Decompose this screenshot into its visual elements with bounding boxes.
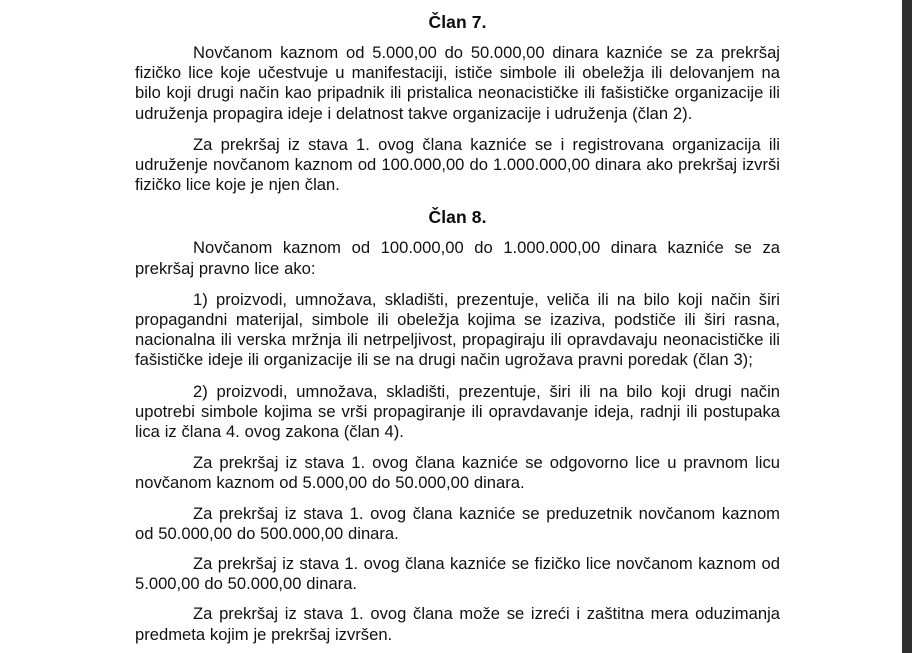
- spacer-clan8-p3-p4: [135, 494, 780, 504]
- spacer-after-heading-7: [135, 32, 780, 43]
- paragraph-clan7-1: Novčanom kaznom od 5.000,00 do 50.000,00 dinara kazniće se za prekršaj fizičko lice koje učestvuje u manifestaciji, ističe simbole ili obeležja ili delovanjem na bilo koji drugi način kao pripadnik ili pristalica neonacističke ili fašističke organizacije ili udruženja propagira ideje i delatnost takve organizacije i udruženja (član 2).: [135, 43, 780, 123]
- paragraph-clan8-intro: Novčanom kaznom od 100.000,00 do 1.000.000,00 dinara kazniće se za prekršaj pravno lice ako:: [135, 238, 780, 278]
- spacer-clan8-p5-p6: [135, 594, 780, 604]
- spacer-after-heading-8: [135, 227, 780, 238]
- spacer-clan8-intro-item1: [135, 279, 780, 290]
- spacer-clan8-p4-p5: [135, 544, 780, 554]
- paragraph-clan7-2: Za prekršaj iz stava 1. ovog člana kazniće se i registrovana organizacija ili udruženje novčanom kaznom od 100.000,00 do 1.000.000,00 dinara ako prekršaj izvrši fizičko lice koje je njen član.: [135, 134, 780, 195]
- scan-edge-artifact: [902, 0, 912, 653]
- spacer-before-heading-8: [135, 195, 780, 207]
- spacer-clan7-p1-p2: [135, 124, 780, 135]
- list-item-clan8-2: 2) proizvodi, umnožava, skladišti, prezentuje, širi ili na bilo koji drugi način upotrebi simbole kojima se vrši propagiranje ili opravdavanje ideja, radnji ili postupaka lica iz člana 4. ovog zakona (član 4).: [135, 381, 780, 442]
- document-page: [135, 0, 780, 653]
- spacer-clan8-item1-item2: [135, 371, 780, 382]
- paragraph-clan8-odgovorno-lice: Za prekršaj iz stava 1. ovog člana kazniće se odgovorno lice u pravnom licu novčanom kaznom od 5.000,00 do 50.000,00 dinara.: [135, 453, 780, 493]
- spacer-top: [135, 0, 780, 12]
- article-heading-clan-8: Član 8.: [428, 207, 487, 228]
- paragraph-clan8-preduzetnik: Za prekršaj iz stava 1. ovog člana kazniće se preduzetnik novčanom kaznom od 50.000,00 do 500.000,00 dinara.: [135, 503, 780, 543]
- spacer-clan8-item2-p3: [135, 442, 780, 453]
- list-item-clan8-1: 1) proizvodi, umnožava, skladišti, prezentuje, veliča ili na bilo koji način širi propagandni materijal, simbole ili obeležja kojima se izaziva, podstiče ili širi rasna, nacionalna ili verska mržnja ili netrpeljivost, propagiraju ili opravdavaju neonacističke ili fašističke ideje ili organizacije ili se na drugi način ugrožava pravni poredak (član 3);: [135, 289, 780, 370]
- article-heading-clan-7: Član 7.: [428, 12, 487, 32]
- paragraph-clan8-fizicko-lice: Za prekršaj iz stava 1. ovog člana kazniće se fizičko lice novčanom kaznom od 5.000,00 do 50.000,00 dinara.: [135, 554, 780, 594]
- paragraph-clan8-zastitna-mera: Za prekršaj iz stava 1. ovog člana može se izreći i zaštitna mera oduzimanja predmeta kojim je prekršaj izvršen.: [135, 604, 780, 644]
